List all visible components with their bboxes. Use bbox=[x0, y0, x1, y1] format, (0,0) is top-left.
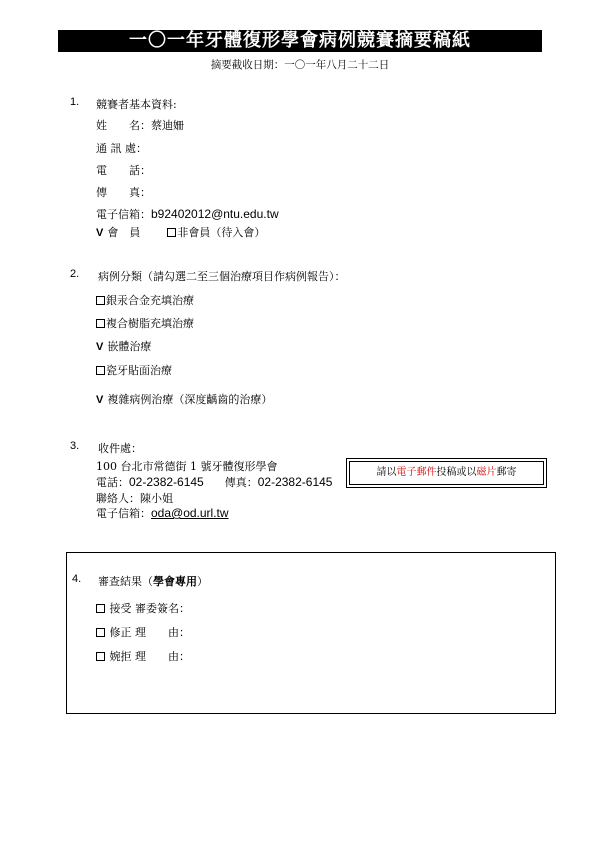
page-title: 一〇一年牙體復形學會病例競賽摘要稿紙 bbox=[58, 30, 542, 52]
review-checkbox[interactable] bbox=[96, 628, 105, 637]
section1-heading: 競賽者基本資料: bbox=[96, 98, 177, 111]
category-item-composite bbox=[96, 315, 194, 331]
receiver-phone-label: 電話： bbox=[96, 476, 129, 489]
receiver-phone-fax bbox=[96, 474, 332, 490]
review-option-label: 修正 bbox=[109, 626, 132, 639]
receiver-email-row bbox=[96, 505, 229, 521]
deadline-value: 一〇一年八月二十二日 bbox=[284, 59, 390, 71]
receiver-email-label: 電子信箱： bbox=[96, 507, 151, 520]
name-label: 姓 名： bbox=[96, 119, 151, 132]
section4-number: 4. bbox=[72, 573, 82, 585]
section3-heading: 收件處： bbox=[98, 442, 142, 455]
phone-label: 電 話： bbox=[96, 164, 151, 177]
notice-text: 郵寄 bbox=[496, 467, 517, 478]
section4-heading-text: 審查結果（ bbox=[98, 575, 153, 588]
member-label: 會 員 bbox=[107, 226, 141, 239]
section2-heading: 病例分類（請勾選二至三個治療項目作病例報告）： bbox=[98, 270, 346, 283]
review-option-label: 婉拒 bbox=[109, 650, 132, 663]
receiver-fax-label: 傳真： bbox=[224, 476, 258, 489]
review-checkbox[interactable] bbox=[96, 604, 105, 613]
receiver-fax-value: 02-2382-6145 bbox=[257, 475, 333, 489]
category-label: 嵌體治療 bbox=[107, 340, 152, 353]
notice-highlight-disk: 磁片 bbox=[476, 467, 497, 478]
category-label: 複合樹脂充填治療 bbox=[106, 317, 194, 330]
section4-heading-text: ） bbox=[197, 575, 208, 588]
category-checkbox[interactable] bbox=[96, 296, 105, 305]
category-item-veneer bbox=[96, 362, 172, 378]
review-option-extra: 理 由： bbox=[135, 650, 190, 663]
name-row bbox=[96, 117, 184, 133]
category-label: 瓷牙貼面治療 bbox=[106, 364, 172, 377]
receiver-phone-value: 02-2382-6145 bbox=[129, 475, 204, 489]
section4-heading bbox=[98, 573, 208, 589]
receiver-address: 100 台北市常德街 1 號牙體復形學會 bbox=[96, 460, 278, 473]
member-check-mark: V bbox=[96, 227, 104, 239]
category-checkbox[interactable] bbox=[96, 319, 105, 328]
email-row bbox=[96, 206, 279, 222]
review-option-label: 接受 bbox=[109, 602, 132, 615]
submission-notice bbox=[349, 461, 544, 485]
nonmember-label: 非會員（待入會） bbox=[177, 226, 266, 239]
email-label: 電子信箱： bbox=[96, 208, 151, 221]
review-item-revise bbox=[96, 624, 190, 640]
address-label: 通 訊 處： bbox=[96, 142, 147, 155]
category-checkbox[interactable] bbox=[96, 366, 105, 375]
deadline-label: 摘要截收日期： bbox=[210, 59, 285, 71]
category-item-complex bbox=[96, 391, 272, 407]
category-item-amalgam bbox=[96, 292, 194, 308]
notice-highlight-email: 電子郵件 bbox=[396, 467, 437, 478]
category-label: 複雜病例治療（深度齲齒的治療） bbox=[107, 393, 273, 406]
notice-text: 投稿或以 bbox=[436, 467, 477, 478]
nonmember-checkbox[interactable] bbox=[167, 228, 176, 237]
contact-label: 聯絡人： bbox=[96, 492, 140, 505]
fax-label: 傳 真： bbox=[96, 186, 151, 199]
category-check-mark: V bbox=[96, 341, 104, 353]
review-checkbox[interactable] bbox=[96, 652, 105, 661]
membership-row bbox=[96, 224, 265, 240]
review-item-reject bbox=[96, 648, 190, 664]
category-check-mark: V bbox=[96, 394, 104, 406]
deadline-line bbox=[0, 57, 600, 72]
receiver-email-link[interactable]: oda@od.url.tw bbox=[151, 506, 229, 520]
category-item-inlay bbox=[96, 338, 151, 354]
email-value: b92402012@ntu.edu.tw bbox=[151, 207, 279, 221]
section4-heading-bold: 學會專用 bbox=[153, 575, 197, 588]
section3-number: 3. bbox=[70, 440, 80, 452]
name-value: 蔡迪姍 bbox=[151, 119, 184, 132]
contact-value: 陳小姐 bbox=[140, 492, 173, 505]
review-item-accept bbox=[96, 600, 190, 616]
review-option-extra: 審委簽名： bbox=[135, 602, 190, 615]
contact-row bbox=[96, 490, 173, 506]
section1-number: 1. bbox=[70, 96, 80, 108]
category-label: 銀汞合金充填治療 bbox=[106, 294, 194, 307]
review-option-extra: 理 由： bbox=[135, 626, 190, 639]
section2-number: 2. bbox=[70, 268, 80, 280]
notice-text: 請以 bbox=[376, 467, 397, 478]
